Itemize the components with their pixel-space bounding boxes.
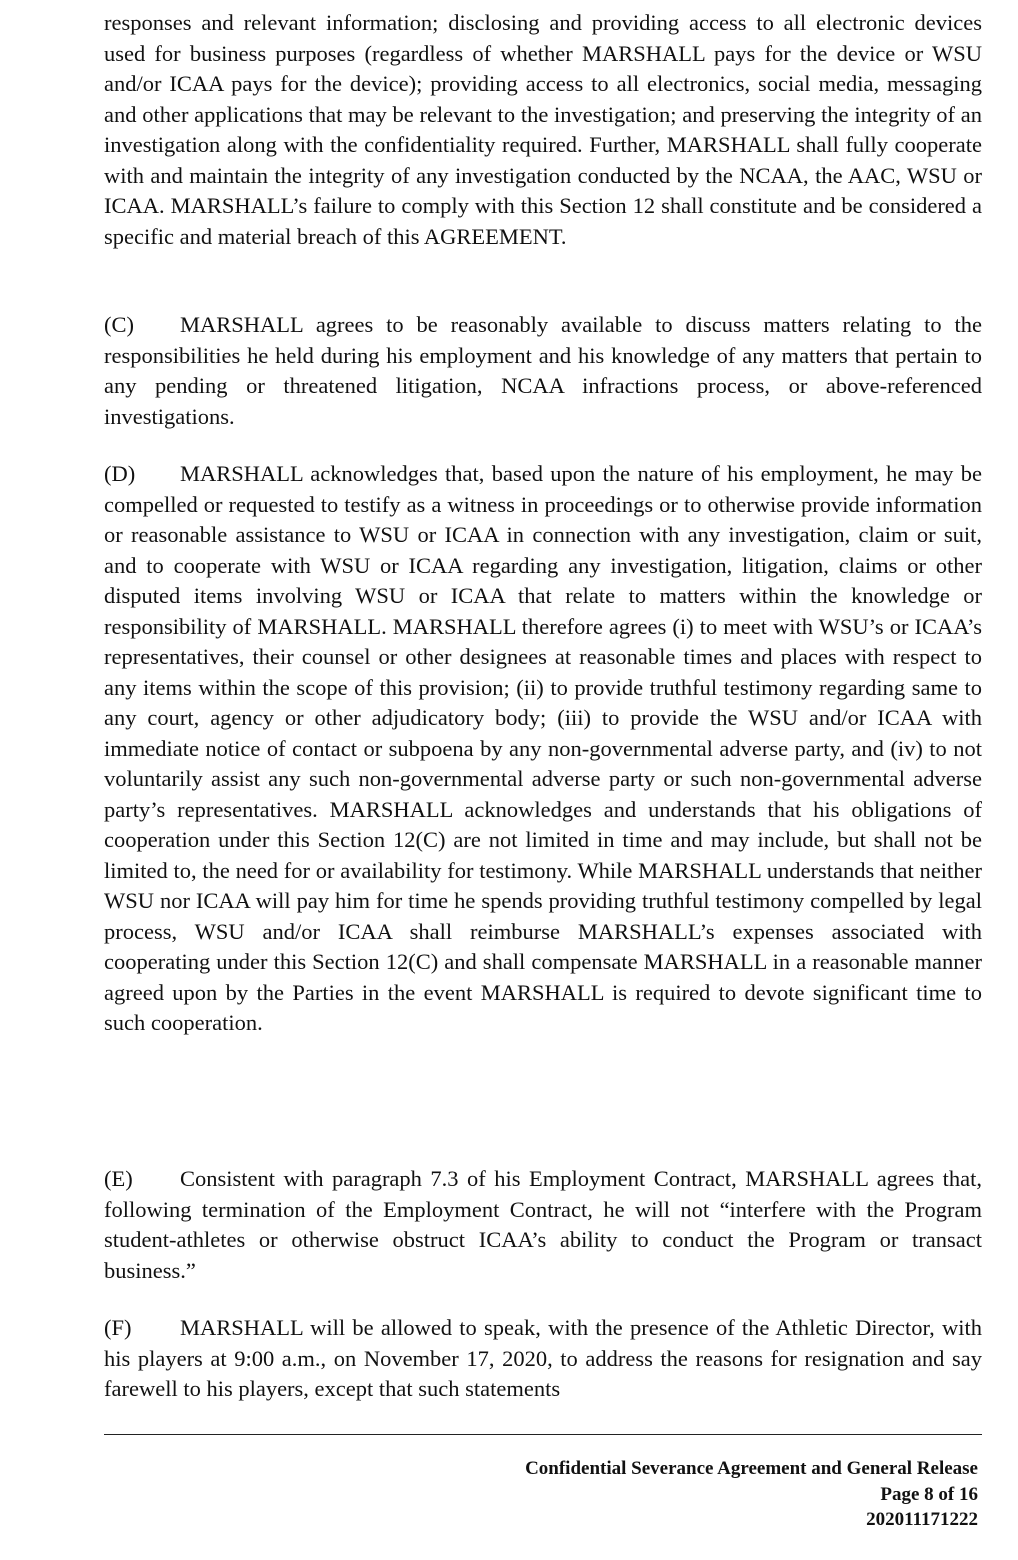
paragraph-continuation: responses and relevant information; disclosing and providing access to all electronic devices used for business purposes (regardless of whether MARSHALL pays for the device or WSU and/or ICAA pays for the device); providing access to all electronics, social media, messaging and other applications that may be relevant to the investigation; and preserving the integrity of an investigation along with the confidentiality required. Further, MARSHALL shall fully cooperate with and maintain the integrity of any investigation conducted by the NCAA, the AAC, WSU or ICAA. MARSHALL’s failure to comply with this Section 12 shall constitute and be considered a specific and material breach of this AGREEMENT. — [104, 10, 982, 249]
paragraph-f — [104, 1313, 982, 1405]
paragraph-d — [104, 459, 982, 1039]
paragraph-c-text: MARSHALL agrees to be reasonably available to discuss matters relating to the responsibilities he held during his employment and his knowledge of any matters that pertain to any pending or threatened litigation, NCAA infractions process, or above-referenced investigations. — [104, 312, 982, 429]
paragraph-d-label: (D) — [104, 461, 136, 486]
paragraph-d-text: MARSHALL acknowledges that, based upon the nature of his employment, he may be compelled or requested to testify as a witness in proceedings or to otherwise provide information or reasonable assistance to WSU or ICAA in connection with any investigation, claim or suit, and to cooperate with WSU or ICAA regarding any investigation, litigation, claims or other disputed items involving WSU or ICAA that relate to matters within the knowledge or responsibility of MARSHALL. MARSHALL therefore agrees (i) to meet with WSU’s or ICAA’s representatives, their counsel or other designees at reasonable times and places with respect to any items within the scope of this provision; (ii) to provide truthful testimony regarding same to any court, agency or other adjudicatory body; (iii) to provide the WSU and/or ICAA with immediate notice of contact or subpoena by any non-governmental adverse party, and (iv) to not voluntarily assist any such non-governmental adverse party or such non-governmental adverse party’s representatives. MARSHALL acknowledges and understands that his obligations of cooperation under this Section 12(C) are not limited in time and may include, but shall not be limited to, the need for or availability for testimony. While MARSHALL understands that neither WSU nor ICAA will pay him for time he spends providing truthful testimony compelled by legal process, WSU and/or ICAA shall reimburse MARSHALL’s expenses associated with cooperating under this Section 12(C) and shall compensate MARSHALL in a reasonable manner agreed upon by the Parties in the event MARSHALL is required to devote significant time to such cooperation. — [104, 461, 982, 1035]
paragraph-f-text: MARSHALL will be allowed to speak, with the presence of the Athletic Director, with his players at 9:00 a.m., on November 17, 2020, to address the reasons for resignation and say farewell to his players, except that such statements — [104, 1315, 982, 1401]
paragraph-e-label: (E) — [104, 1166, 133, 1191]
footer-page-number: Page 8 of 16 — [880, 1483, 978, 1505]
footer-document-title: Confidential Severance Agreement and General Release — [525, 1458, 978, 1479]
paragraph-c — [104, 310, 982, 432]
page-footer — [525, 1456, 978, 1533]
footer-divider — [104, 1434, 982, 1435]
paragraph-e-text: Consistent with paragraph 7.3 of his Employment Contract, MARSHALL agrees that, following termination of the Employment Contract, he will not “interfere with the Program student-athletes or otherwise obstruct ICAA’s ability to conduct the Program or transact business.” — [104, 1166, 982, 1283]
paragraph-f-label: (F) — [104, 1315, 132, 1340]
footer-document-number: 202011171222 — [866, 1509, 978, 1530]
paragraph-e — [104, 1164, 982, 1286]
paragraph-c-label: (C) — [104, 312, 134, 337]
